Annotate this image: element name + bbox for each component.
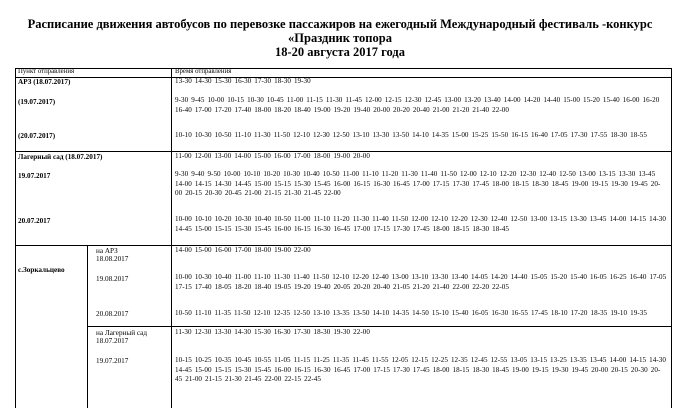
zork-to-lager-date-19: 19.07.2017 bbox=[96, 357, 129, 365]
title-line-2: «Праздник топора bbox=[288, 31, 392, 45]
zork-to-arz-times-19: 10-00 10-30 10-40 11-00 11-10 11-30 11-40 11-50 12-10 12-20 12-40 13-00 13-10 13-30 13-40 14-05 14-20 14-40 15-05 15-20 15-40 16-05 16-25 16-40 17-05 17-15 17-40 18-05 18-20 18-40 19-05 19-20 19-40 20-05 20-20 20-40 21-05 21-20 21-40 22-00 22-20 22-05 bbox=[175, 273, 667, 291]
zork-to-arz-times-20: 10-50 11-10 11-35 11-50 12-10 12-35 12-50 13-10 13-35 13-50 14-10 14-35 14-50 15-10 15-40 16-05 16-30 16-55 17-45 18-10 17-20 18-35 19-10 19-35 bbox=[175, 309, 647, 317]
zork-to-lager-date-18: 18.07.2017 bbox=[96, 337, 129, 345]
title-line-3: 18-20 августа 2017 года bbox=[275, 45, 405, 59]
zork-to-arz-label: на АРЗ bbox=[96, 247, 118, 255]
schedule-table bbox=[15, 68, 672, 408]
zork-to-lager-label: на Лагерный сад bbox=[96, 329, 147, 337]
lager-times-19: 9-30 9-40 9-50 10-00 10-10 10-20 10-30 10-40 10-50 11-00 11-10 11-20 11-30 11-40 11-50 12-00 12-10 12-20 12-30 12-40 12-50 13-00 13-15 13-30 13-45 14-00 14-15 14-30 14-45 15-00 15-15 15-30 15-45 16-00 16-15 16-30 16-45 17-00 17-15 17-30 17-45 18-00 18-15 18-30 18-45 19-00 19-15 19-30 19-45 20-00 20-15 20-30 20-45 21-00 21-15 21-30 21-45 22-00 bbox=[175, 170, 661, 198]
zork-place: с.Зоркальцево bbox=[18, 266, 65, 274]
header-departure-time: Время отправления bbox=[175, 68, 232, 75]
lager-date-20: 20.07.2017 bbox=[18, 217, 51, 225]
zork-to-arz-times-18: 14-00 15-00 16-00 17-00 18-00 19-00 22-00 bbox=[175, 246, 311, 254]
arz-times-18: 13-30 14-30 15-30 16-30 17-30 18-30 19-30 bbox=[175, 77, 311, 85]
title-line-1: Расписание движения автобусов по перевозке пассажиров на ежегодный Международный фестиваль -конкурс bbox=[27, 17, 653, 31]
zork-to-arz-date-18: 18.08.2017 bbox=[96, 255, 129, 263]
column-divider bbox=[171, 68, 172, 408]
arz-title: АРЗ (18.07.2017) bbox=[18, 78, 71, 86]
arz-times-19: 9-30 9-45 10-00 10-15 10-30 10-45 11-00 11-15 11-30 11-45 12-00 12-15 12-30 12-45 13-00 13-20 13-40 14-00 14-20 14-40 15-00 15-20 15-40 16-00 16-20 16-40 17-00 17-20 17-40 18-00 18-20 18-40 19-00 19-20 19-40 20-00 20-20 20-40 21-00 21-20 21-40 22-00 bbox=[175, 96, 660, 114]
arz-date-19: (19.07.2017) bbox=[18, 98, 56, 106]
lager-times-20: 10-00 10-10 10-20 10-30 10-40 10-50 11-00 11-10 11-20 11-30 11-40 11-50 12-00 12-10 12-20 12-30 12-40 12-50 13-00 13-15 13-30 13-45 14-00 14-15 14-30 14-45 15-00 15-15 15-30 15-45 16-00 16-15 16-30 16-45 17-00 17-15 17-30 17-45 18-00 18-15 18-30 18-45 bbox=[175, 215, 666, 233]
arz-times-20: 10-10 10-30 10-50 11-10 11-30 11-50 12-10 12-30 12-50 13-10 13-30 13-50 14-10 14-35 15-00 15-25 15-50 16-15 16-40 17-05 17-30 17-55 18-30 18-55 bbox=[175, 131, 647, 139]
lager-title: Лагерный сад (18.07.2017) bbox=[18, 153, 103, 161]
zork-to-arz-date-19: 19.08.2017 bbox=[96, 275, 129, 283]
zork-to-lager-times-19: 10-15 10-25 10-35 10-45 10-55 11-05 11-15 11-25 11-35 11-45 11-55 12-05 12-15 12-25 12-35 12-45 12-55 13-05 13-15 13-25 13-35 13-45 14-00 14-15 14-30 14-45 15-00 15-15 15-30 15-45 16-00 16-15 16-30 16-45 17-00 17-15 17-30 17-45 18-00 18-15 18-30 18-45 19-00 19-15 19-30 19-45 20-00 20-15 20-30 20-45 21-00 21-15 21-30 21-45 22-00 22-15 22-45 bbox=[175, 356, 666, 384]
zork-to-arz-date-20: 20.08.2017 bbox=[96, 310, 129, 318]
lager-date-19: 19.07.2017 bbox=[18, 172, 51, 180]
header-departure-point: Пункт отправления bbox=[18, 68, 75, 75]
arz-date-20: (20.07.2017) bbox=[18, 132, 56, 140]
subsection-divider bbox=[87, 326, 671, 327]
zork-to-lager-times-18: 11-30 12-30 13-30 14-30 15-30 16-30 17-30 18-30 19-30 22-00 bbox=[175, 328, 370, 336]
lager-times-18: 11-00 12-00 13-00 14-00 15-00 16-00 17-00 18-00 19-00 20-00 bbox=[175, 152, 370, 160]
